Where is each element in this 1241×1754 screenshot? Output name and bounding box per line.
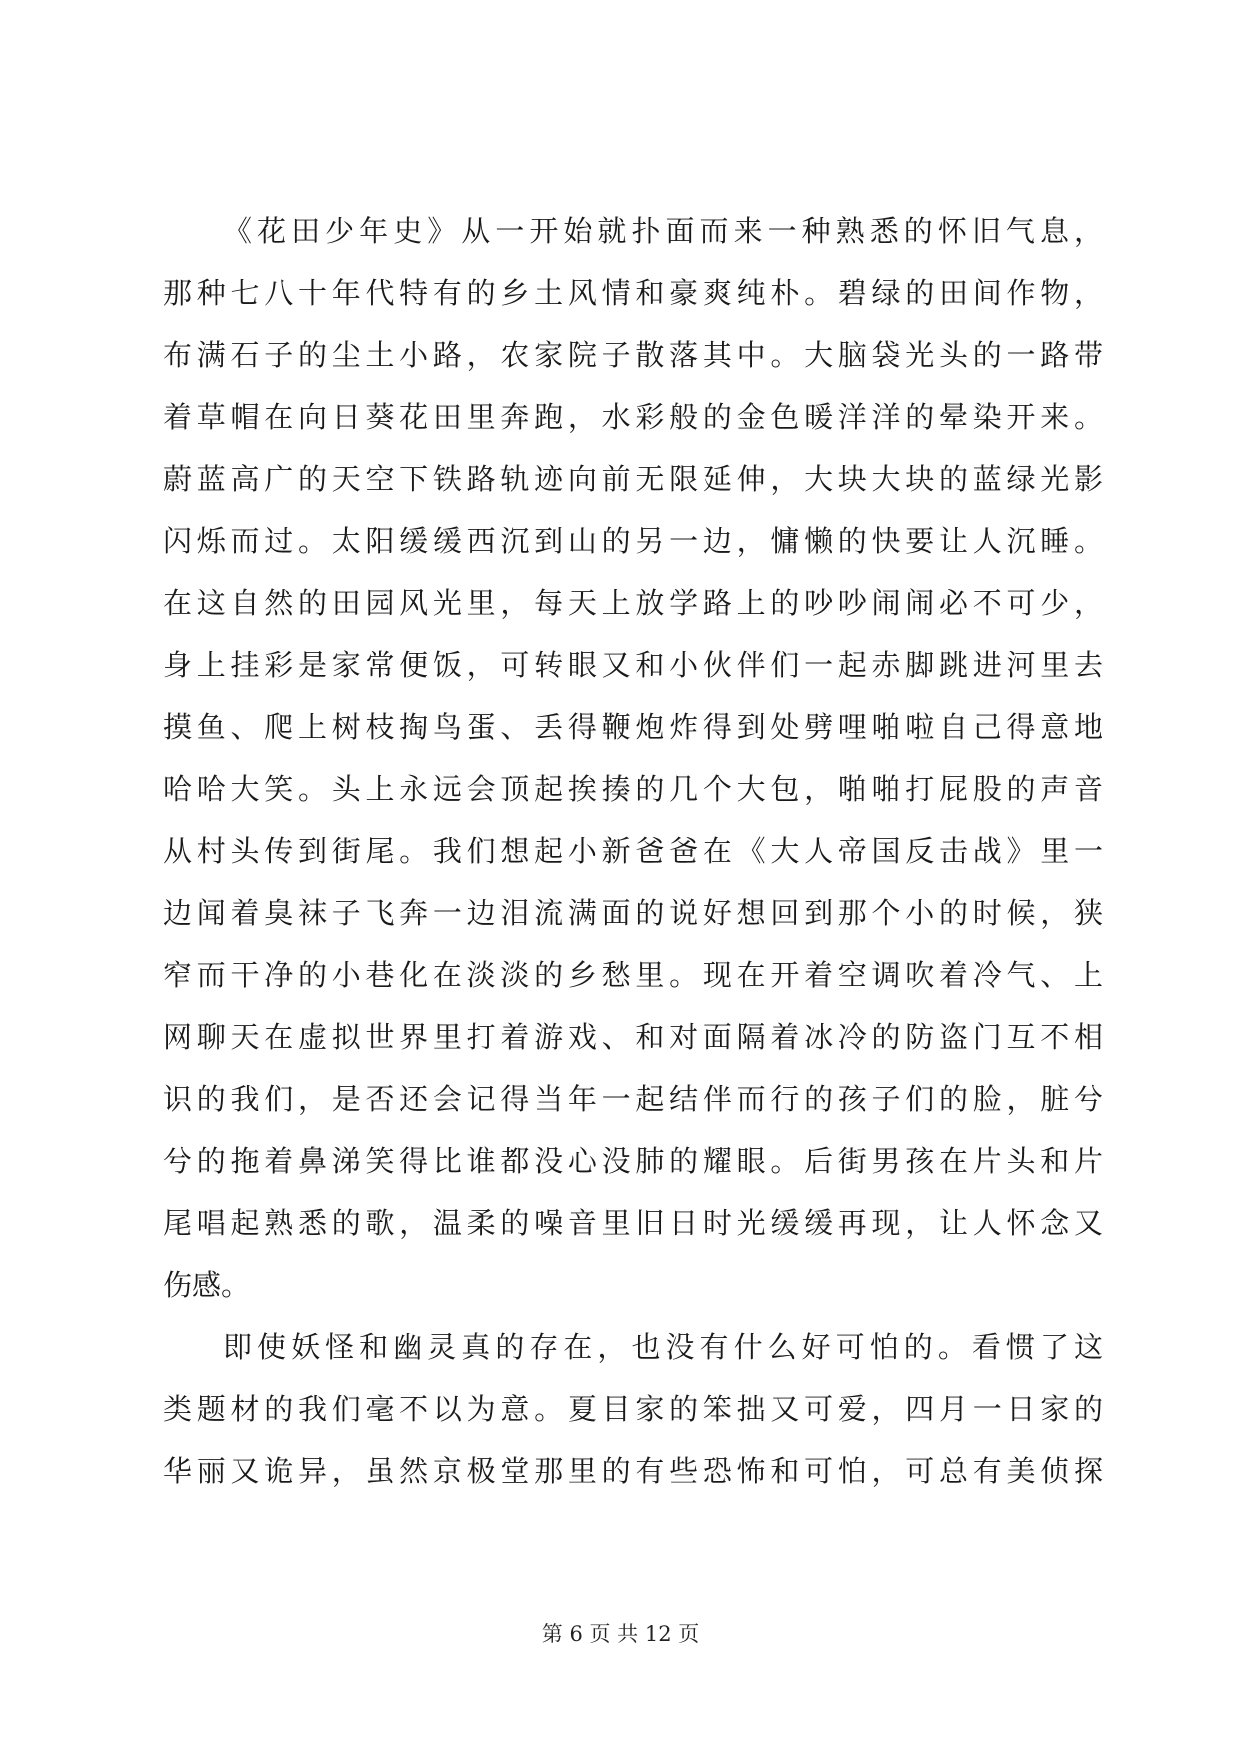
paragraph-2 [163, 1316, 1103, 1502]
text-line: 伤感。 [163, 1268, 251, 1302]
text-line: 窄而干净的小巷化在淡淡的乡愁里。现在开着空调吹着冷气、上 [163, 958, 1103, 992]
text-line: 那种七八十年代特有的乡土风情和豪爽纯朴。碧绿的田间作物， [163, 276, 1103, 310]
text-line: 网聊天在虚拟世界里打着游戏、和对面隔着冰冷的防盗门互不相 [163, 1020, 1103, 1054]
text-line: 从村头传到街尾。我们想起小新爸爸在《大人帝国反击战》里一 [163, 834, 1103, 868]
paragraph-1 [163, 200, 1103, 1316]
text-line: 识的我们，是否还会记得当年一起结伴而行的孩子们的脸，脏兮 [163, 1082, 1103, 1116]
text-line: 边闻着臭袜子飞奔一边泪流满面的说好想回到那个小的时候，狭 [163, 896, 1103, 930]
text-line: 即使妖怪和幽灵真的存在，也没有什么好可怕的。看惯了这 [223, 1330, 1103, 1364]
text-line: 摸鱼、爬上树枝掏鸟蛋、丢得鞭炮炸得到处劈哩啪啦自己得意地 [163, 710, 1103, 744]
body-text [163, 200, 1103, 1502]
text-line: 身上挂彩是家常便饭，可转眼又和小伙伴们一起赤脚跳进河里去 [163, 648, 1103, 682]
text-line: 哈哈大笑。头上永远会顶起挨揍的几个大包，啪啪打屁股的声音 [163, 772, 1103, 806]
text-line: 类题材的我们毫不以为意。夏目家的笨拙又可爱，四月一日家的 [163, 1392, 1103, 1426]
text-line: 闪烁而过。太阳缓缓西沉到山的另一边，慵懒的快要让人沉睡。 [163, 524, 1103, 558]
text-line: 尾唱起熟悉的歌，温柔的噪音里旧日时光缓缓再现，让人怀念又 [163, 1206, 1103, 1240]
text-line: 着草帽在向日葵花田里奔跑，水彩般的金色暖洋洋的晕染开来。 [163, 400, 1103, 434]
text-line: 在这自然的田园风光里，每天上放学路上的吵吵闹闹必不可少， [163, 586, 1103, 620]
text-line: 蔚蓝高广的天空下铁路轨迹向前无限延伸，大块大块的蓝绿光影 [163, 462, 1103, 496]
page-number-footer: 第 6 页 共 12 页 [541, 1622, 700, 1646]
text-line: 布满石子的尘土小路，农家院子散落其中。大脑袋光头的一路带 [163, 338, 1103, 372]
text-line: 《花田少年史》从一开始就扑面而来一种熟悉的怀旧气息， [223, 214, 1103, 248]
text-line: 华丽又诡异，虽然京极堂那里的有些恐怖和可怕，可总有美侦探 [163, 1454, 1103, 1488]
text-line: 兮的拖着鼻涕笑得比谁都没心没肺的耀眼。后街男孩在片头和片 [163, 1144, 1103, 1178]
